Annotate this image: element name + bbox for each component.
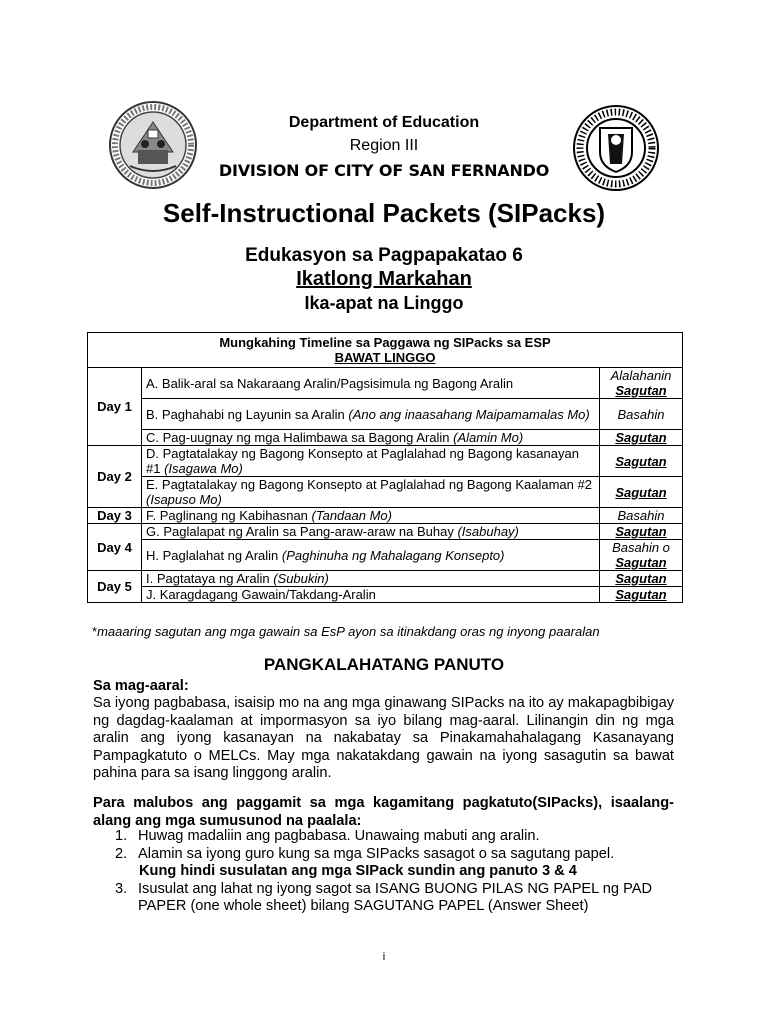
table-row [88, 477, 683, 508]
list-item: 2. Alamin sa iyong guro kung sa mga SIPacks sasagot o sa sagutang papel. [115, 845, 615, 862]
section-title: PANGKALAHATANG PANUTO [263, 655, 505, 674]
instructions-list [93, 828, 693, 916]
activity-cell: F. Paglinang ng Kabihasnan (Tandaan Mo) [142, 508, 600, 524]
day-label: Day 1 [88, 368, 142, 446]
status-cell: Sagutan [599, 524, 682, 540]
list-item: 1. Huwag madaliin ang pagbabasa. Unawaing mabuti ang aralin. [115, 828, 540, 844]
activity-cell: E. Pagtatalakay ng Bagong Konsepto at Paglalahad ng Bagong Kaalaman #2 (Isapuso Mo) [142, 477, 600, 508]
timeline-header-row [88, 333, 683, 368]
list-item: 3. Isusulat ang lahat ng iyong sagot sa ISANG BUONG PILAS NG PAPEL ng PAD PAPER (one whole sheet) bilang SAGUTANG PAPEL (Answer Sheet) [115, 880, 653, 915]
page-number: i [382, 951, 386, 963]
instructions-heading: Para malubos ang paggamit sa mga kagamitang pagkatuto(SIPacks), isaalang-alang ang mga sumusunod na paalala: [93, 795, 674, 829]
department-name: Department of Education [288, 114, 480, 131]
activity-cell: B. Paghahabi ng Layunin sa Aralin (Ano ang inaasahang Maipamamalas Mo) [142, 399, 600, 430]
quarter-title: Ikatlong Markahan [296, 268, 472, 290]
activity-cell: H. Paglalahat ng Aralin (Paghinuha ng Mahalagang Konsepto) [142, 540, 600, 571]
timeline-heading: Mungkahing Timeline sa Paggawa ng SIPacks sa ESP [219, 335, 551, 350]
timeline-subheading: BAWAT LINGGO [334, 350, 436, 365]
table-row [88, 587, 683, 603]
activity-cell: C. Pag-uugnay ng mga Halimbawa sa Bagong Aralin (Alamin Mo) [142, 430, 600, 446]
status-cell: Sagutan [599, 430, 682, 446]
region-name: Region III [349, 137, 419, 154]
status-cell: Alalahanin Sagutan [599, 368, 682, 399]
week-title: Ika-apat na Linggo [304, 293, 464, 313]
table-row [88, 571, 683, 587]
table-row [88, 368, 683, 399]
status-cell: Sagutan [599, 477, 682, 508]
table-row [88, 430, 683, 446]
status-cell: Sagutan [599, 571, 682, 587]
day-label: Day 3 [88, 508, 142, 524]
activity-cell: D. Pagtatalakay ng Bagong Konsepto at Paglalahad ng Bagong kasanayan #1 (Isagawa Mo) [142, 446, 600, 477]
subject-title: Edukasyon sa Pagpapakatao 6 [245, 245, 523, 266]
timeline-note: *maaaring sagutan ang mga gawain sa EsP ayon sa itinakdang oras ng inyong paaralan [92, 624, 600, 639]
activity-cell: J. Karagdagang Gawain/Takdang-Aralin [142, 587, 600, 603]
status-cell: Sagutan [599, 446, 682, 477]
document-title: Self-Instructional Packets (SIPacks) [162, 198, 606, 228]
day-label: Day 4 [88, 524, 142, 571]
table-row [88, 508, 683, 524]
day-label: Day 5 [88, 571, 142, 603]
table-row [88, 524, 683, 540]
activity-cell: G. Paglalapat ng Aralin sa Pang-araw-araw na Buhay (Isabuhay) [142, 524, 600, 540]
status-cell: Basahin [599, 508, 682, 524]
timeline-table [87, 332, 683, 603]
intro-paragraph: Sa iyong pagbabasa, isaisip mo na ang mga ginawang SIPacks na ito ay makapagbibigay ng dagdag-kaalaman at impormasyon sa iyo bilang mag-aaral. Lilinangin din ng mga aralin ang iyong kasanayan na nakabatay sa Pinakamahahalagang Kasanayang Pampagkatuto o MELCs. May mga nakatakdang gawain na iyong sasagutin sa bawat pahina para sa isang linggong aralin. [93, 695, 674, 782]
status-cell: Basahin [599, 399, 682, 430]
instruction-sub-note: Kung hindi susulatan ang mga SIPack sundin ang panuto 3 & 4 [139, 863, 577, 880]
student-heading: Sa mag-aaral: [93, 678, 189, 694]
day-label: Day 2 [88, 446, 142, 508]
activity-cell: I. Pagtataya ng Aralin (Subukin) [142, 571, 600, 587]
activity-cell: A. Balik-aral sa Nakaraang Aralin/Pagsisimula ng Bagong Aralin [142, 368, 600, 399]
status-cell: Basahin o Sagutan [599, 540, 682, 571]
table-row [88, 446, 683, 477]
table-row [88, 540, 683, 571]
table-row [88, 399, 683, 430]
status-cell: Sagutan [599, 587, 682, 603]
division-name: DIVISION OF CITY OF SAN FERNANDO [218, 161, 550, 180]
